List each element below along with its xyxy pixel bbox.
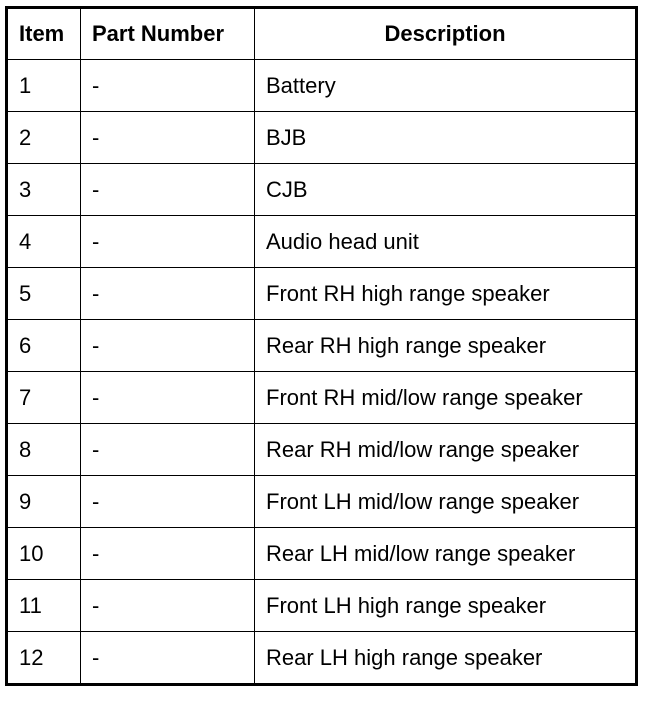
cell-part-number: - — [81, 164, 255, 216]
table-row — [7, 580, 637, 632]
cell-description: Rear RH high range speaker — [255, 320, 637, 372]
cell-item: 1 — [7, 60, 81, 112]
cell-item: 2 — [7, 112, 81, 164]
table-row — [7, 216, 637, 268]
table-row — [7, 112, 637, 164]
cell-item: 9 — [7, 476, 81, 528]
cell-description: BJB — [255, 112, 637, 164]
table-row — [7, 632, 637, 685]
parts-table-container — [5, 6, 638, 686]
cell-description: Front RH high range speaker — [255, 268, 637, 320]
table-row — [7, 424, 637, 476]
cell-part-number: - — [81, 112, 255, 164]
cell-item: 4 — [7, 216, 81, 268]
cell-description: Rear LH mid/low range speaker — [255, 528, 637, 580]
cell-description: CJB — [255, 164, 637, 216]
cell-item: 10 — [7, 528, 81, 580]
cell-part-number: - — [81, 632, 255, 685]
cell-description: Battery — [255, 60, 637, 112]
cell-item: 7 — [7, 372, 81, 424]
cell-description: Front LH mid/low range speaker — [255, 476, 637, 528]
cell-item: 11 — [7, 580, 81, 632]
cell-item: 8 — [7, 424, 81, 476]
header-item: Item — [7, 8, 81, 60]
table-row — [7, 268, 637, 320]
cell-description: Rear RH mid/low range speaker — [255, 424, 637, 476]
cell-item: 6 — [7, 320, 81, 372]
cell-part-number: - — [81, 268, 255, 320]
cell-item: 3 — [7, 164, 81, 216]
cell-part-number: - — [81, 216, 255, 268]
header-part-number: Part Number — [81, 8, 255, 60]
cell-item: 12 — [7, 632, 81, 685]
header-description: Description — [255, 8, 637, 60]
cell-part-number: - — [81, 476, 255, 528]
cell-part-number: - — [81, 528, 255, 580]
table-row — [7, 372, 637, 424]
table-row — [7, 528, 637, 580]
table-row — [7, 320, 637, 372]
cell-item: 5 — [7, 268, 81, 320]
cell-description: Front LH high range speaker — [255, 580, 637, 632]
cell-description: Front RH mid/low range speaker — [255, 372, 637, 424]
cell-part-number: - — [81, 320, 255, 372]
cell-description: Audio head unit — [255, 216, 637, 268]
table-row — [7, 164, 637, 216]
cell-description: Rear LH high range speaker — [255, 632, 637, 685]
table-row — [7, 60, 637, 112]
cell-part-number: - — [81, 60, 255, 112]
cell-part-number: - — [81, 372, 255, 424]
table-row — [7, 476, 637, 528]
table-header-row — [7, 8, 637, 60]
cell-part-number: - — [81, 424, 255, 476]
parts-table — [5, 6, 638, 686]
cell-part-number: - — [81, 580, 255, 632]
